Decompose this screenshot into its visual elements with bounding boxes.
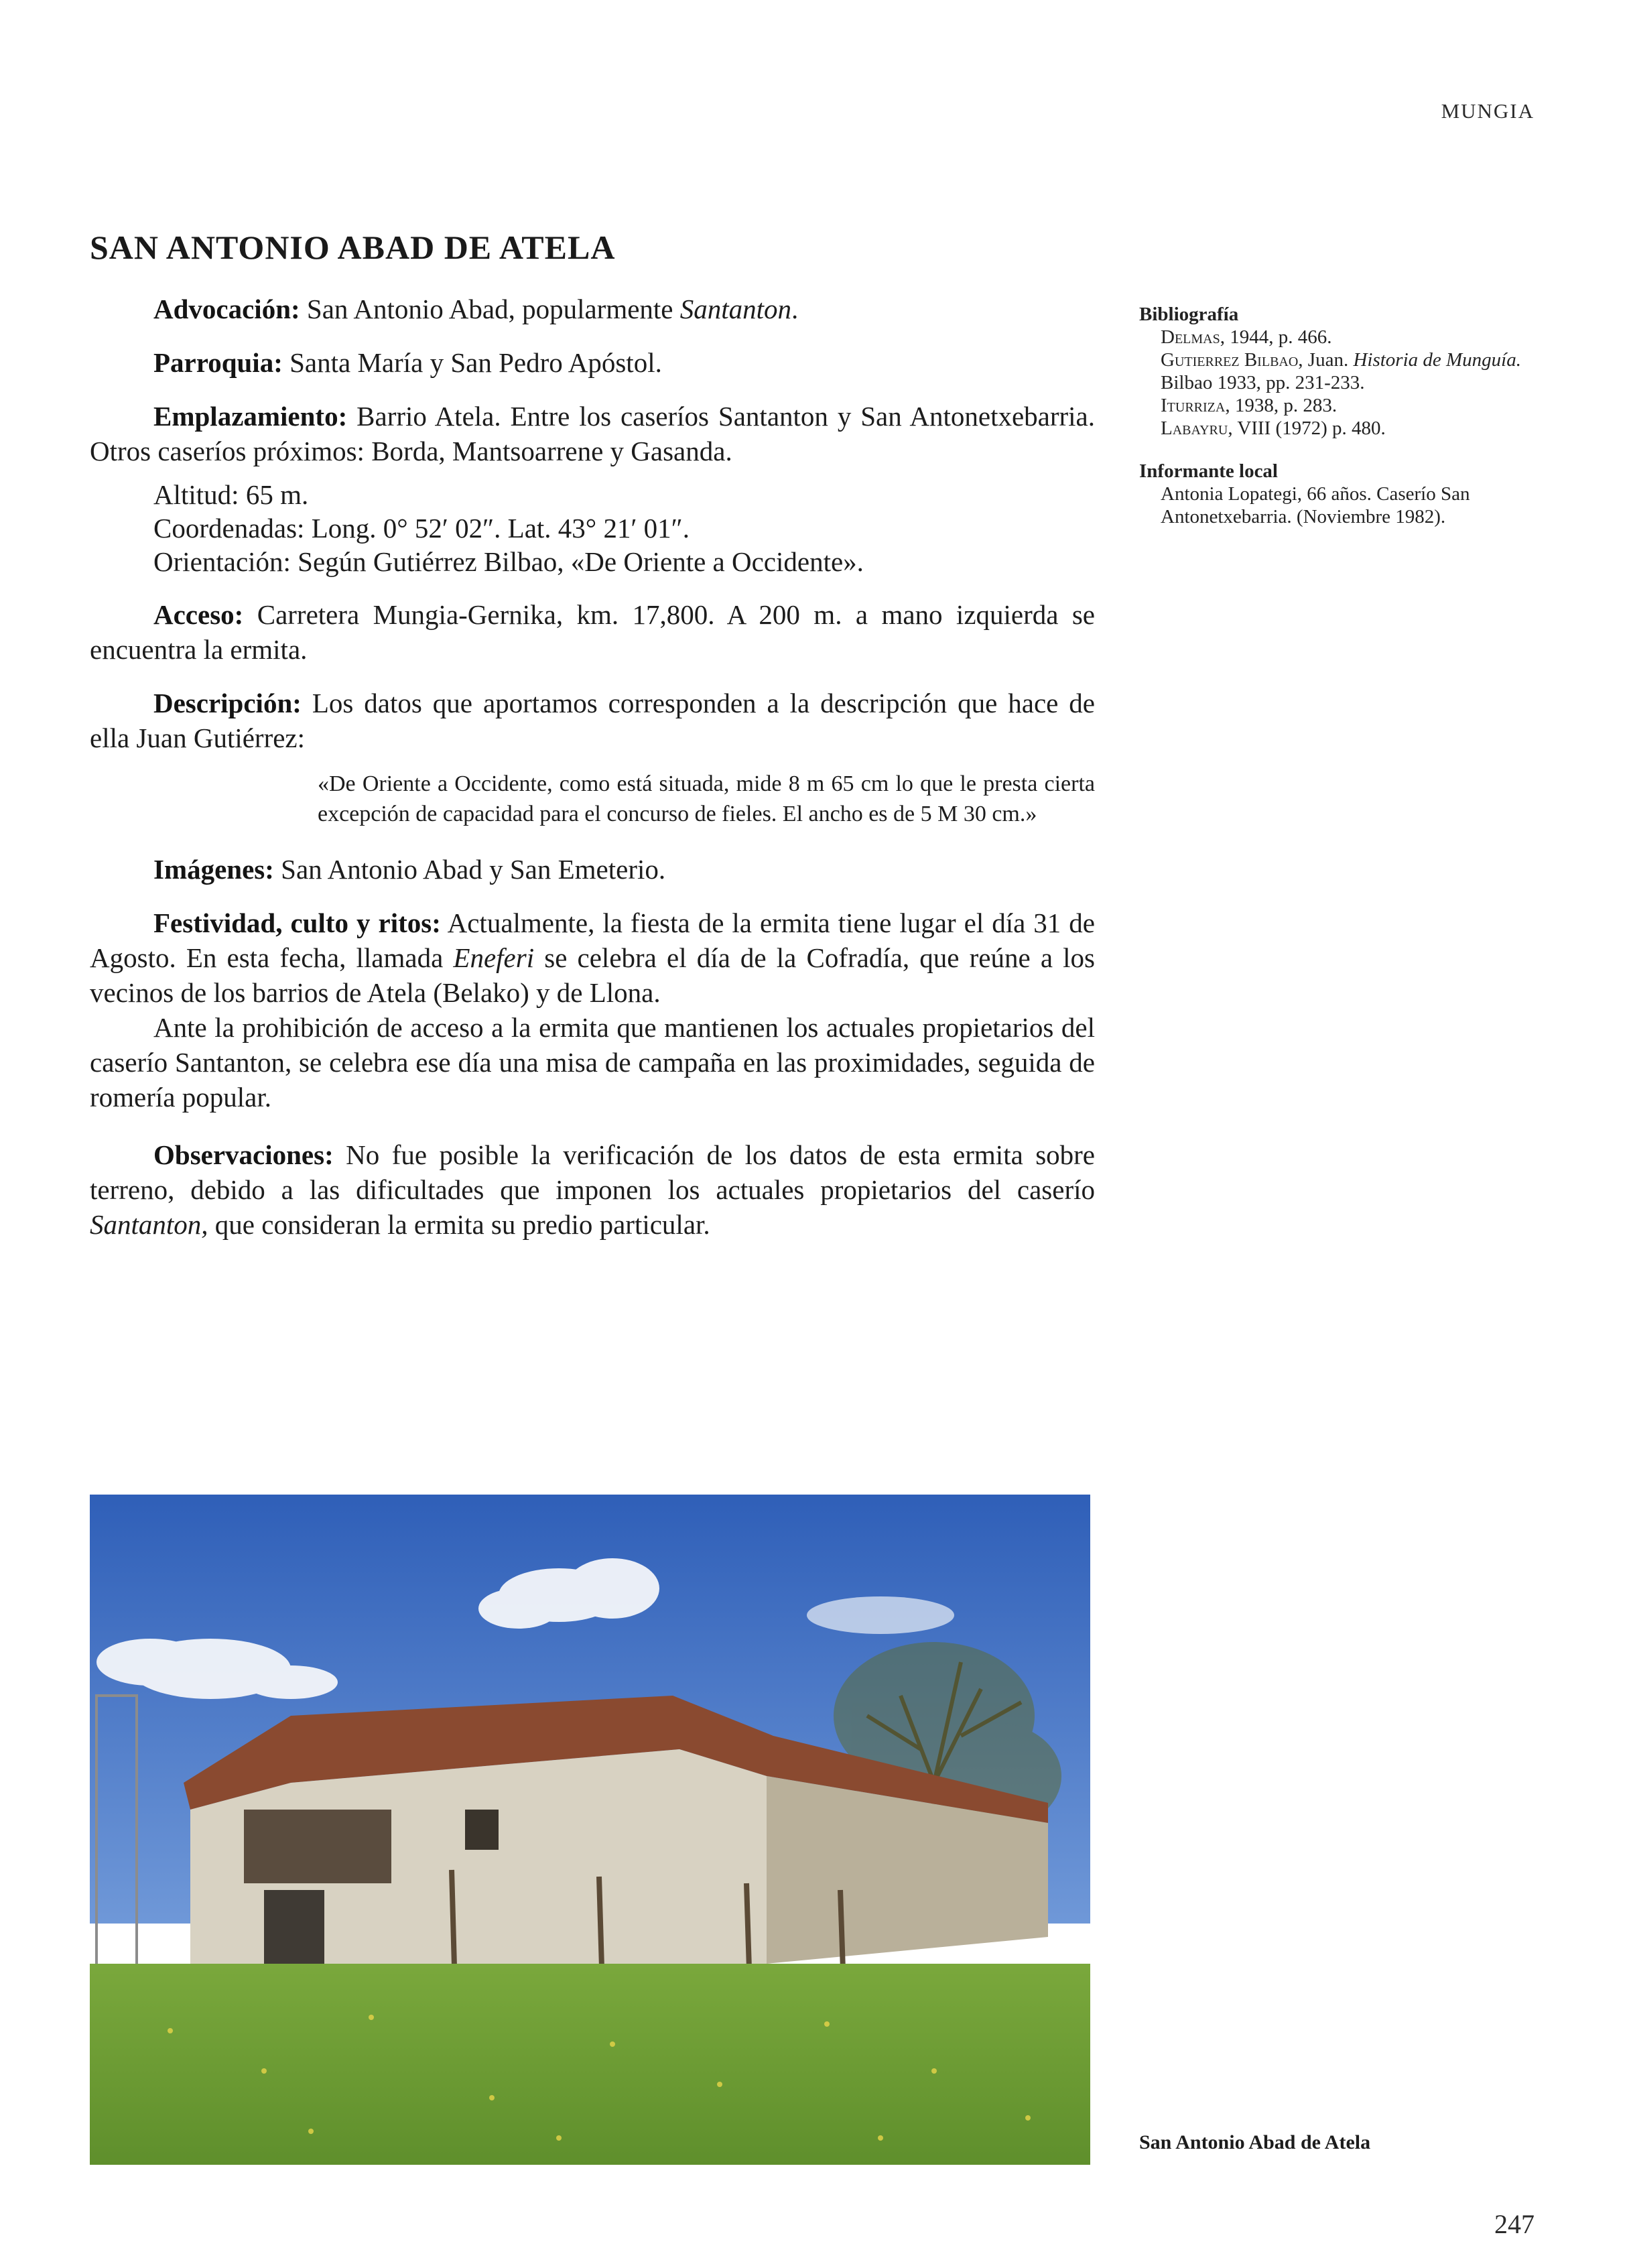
informante-text: Antonia Lopategi, 66 años. Caserío San Antonetxebarria. (Noviembre 1982).: [1161, 483, 1470, 527]
bib-text-b: Bilbao 1933, pp. 231-233.: [1161, 372, 1365, 393]
photo-illustration: [90, 1495, 1090, 2165]
bib-text: 1938, p. 283.: [1230, 395, 1338, 416]
bib-text: 1944, p. 466.: [1224, 326, 1332, 348]
bib-entry: [1161, 326, 1541, 349]
advocacion-paragraph: [90, 292, 1095, 326]
festividad-text-a: Actualmente, la fiesta de la ermita tiene lugar el día 31 de Agosto. En esta fecha, llamada: [90, 907, 1095, 973]
emplazamiento-label: Emplazamiento:: [153, 401, 348, 432]
bib-author: Iturriza,: [1161, 395, 1230, 416]
festividad-paragraph-2: Ante la prohibición de acceso a la ermita que mantienen los actuales propietarios del caserío Santanton, se celebra ese día una misa de campaña en las proximidades, seguida de romería popular.: [90, 1012, 1095, 1113]
parroquia-text: Santa María y San Pedro Apóstol.: [289, 347, 662, 378]
imagenes-text: San Antonio Abad y San Emeterio.: [281, 854, 666, 885]
advocacion-label: Advocación:: [153, 294, 300, 324]
bib-author: Labayru,: [1161, 418, 1233, 439]
descripcion-text: Los datos que aportamos corresponden a la descripción que hace de ella Juan Gutiérrez:: [90, 688, 1095, 753]
parroquia-paragraph: [90, 345, 1095, 380]
page-title: SAN ANTONIO ABAD DE ATELA: [90, 229, 616, 266]
advocacion-end: .: [791, 294, 799, 324]
festividad-label: Festividad, culto y ritos:: [153, 907, 441, 938]
festividad-text-b: se celebra el día de la Cofradía, que reúne a los vecinos de los barrios de Atela (Belako) y de Llona.: [90, 942, 1095, 1008]
festividad-paragraph: [90, 905, 1095, 1010]
emplazamiento-text: Barrio Atela. Entre los caseríos Santanton y San Antonetxebarria. Otros caseríos próximos: Borda, Mantsoarrene y Gasanda.: [90, 401, 1096, 466]
house-door: [264, 1890, 324, 1970]
observaciones-italic: Santanton,: [90, 1209, 208, 1240]
bib-text: VIII (1972) p. 480.: [1232, 418, 1386, 439]
emplazamiento-paragraph: [90, 399, 1095, 468]
running-head: MUNGIA: [1441, 99, 1535, 123]
main-text: [90, 292, 1095, 1242]
bib-text: Juan.: [1303, 349, 1354, 371]
advocacion-italic: Santanton: [679, 294, 792, 324]
bib-author: Delmas,: [1161, 326, 1225, 348]
location-data: [90, 478, 1095, 578]
bibliografia-heading: Bibliografía: [1139, 304, 1239, 325]
meadow: [90, 1964, 1090, 2165]
page-number: 247: [1494, 2209, 1535, 2239]
house-balcony: [244, 1810, 391, 1883]
bib-entry: [1161, 417, 1541, 440]
descripcion-paragraph: [90, 686, 1095, 755]
informante-heading: Informante local: [1139, 460, 1278, 482]
observaciones-text-b: que consideran la ermita su predio particular.: [208, 1209, 710, 1240]
observaciones-paragraph: [90, 1137, 1095, 1242]
bib-italic: Historia de Munguía.: [1353, 349, 1521, 371]
bib-entry: [1161, 394, 1541, 417]
imagenes-paragraph: [90, 852, 1095, 887]
hermitage-photo: [90, 1495, 1090, 2165]
observaciones-text-a: No fue posible la verificación de los datos de esta ermita sobre terreno, debido a las dificultades que imponen los actuales propietarios del caserío: [90, 1139, 1095, 1205]
observaciones-label: Observaciones:: [153, 1139, 334, 1170]
altitud: Altitud: 65 m.: [153, 479, 309, 510]
sidebar: [1139, 303, 1541, 528]
parroquia-label: Parroquia:: [153, 347, 283, 378]
bib-author: Gutierrez Bilbao,: [1161, 349, 1303, 371]
acceso-label: Acceso:: [153, 599, 244, 630]
acceso-text: Carretera Mungia-Gernika, km. 17,800. A 200 m. a mano izquierda se encuentra la ermita.: [90, 599, 1096, 665]
bib-entry: [1161, 349, 1541, 394]
descripcion-label: Descripción:: [153, 688, 302, 718]
descripcion-quote: «De Oriente a Occidente, como está situada, mide 8 m 65 cm lo que le presta cierta excepción de capacidad para el concurso de fieles. El ancho es de 5 M 30 cm.»: [318, 771, 1095, 826]
acceso-paragraph: [90, 597, 1095, 667]
house-window: [465, 1810, 499, 1850]
imagenes-label: Imágenes:: [153, 854, 274, 885]
coordenadas: Coordenadas: Long. 0° 52′ 02″. Lat. 43° 21′ 01″.: [153, 513, 690, 544]
orientacion: Orientación: Según Gutiérrez Bilbao, «De Oriente a Occidente».: [153, 546, 864, 577]
photo-caption: San Antonio Abad de Atela: [1139, 2131, 1371, 2153]
bibliografia-list: [1139, 326, 1541, 440]
advocacion-text: San Antonio Abad, popularmente: [306, 294, 680, 324]
festividad-italic: Eneferi: [453, 942, 535, 973]
